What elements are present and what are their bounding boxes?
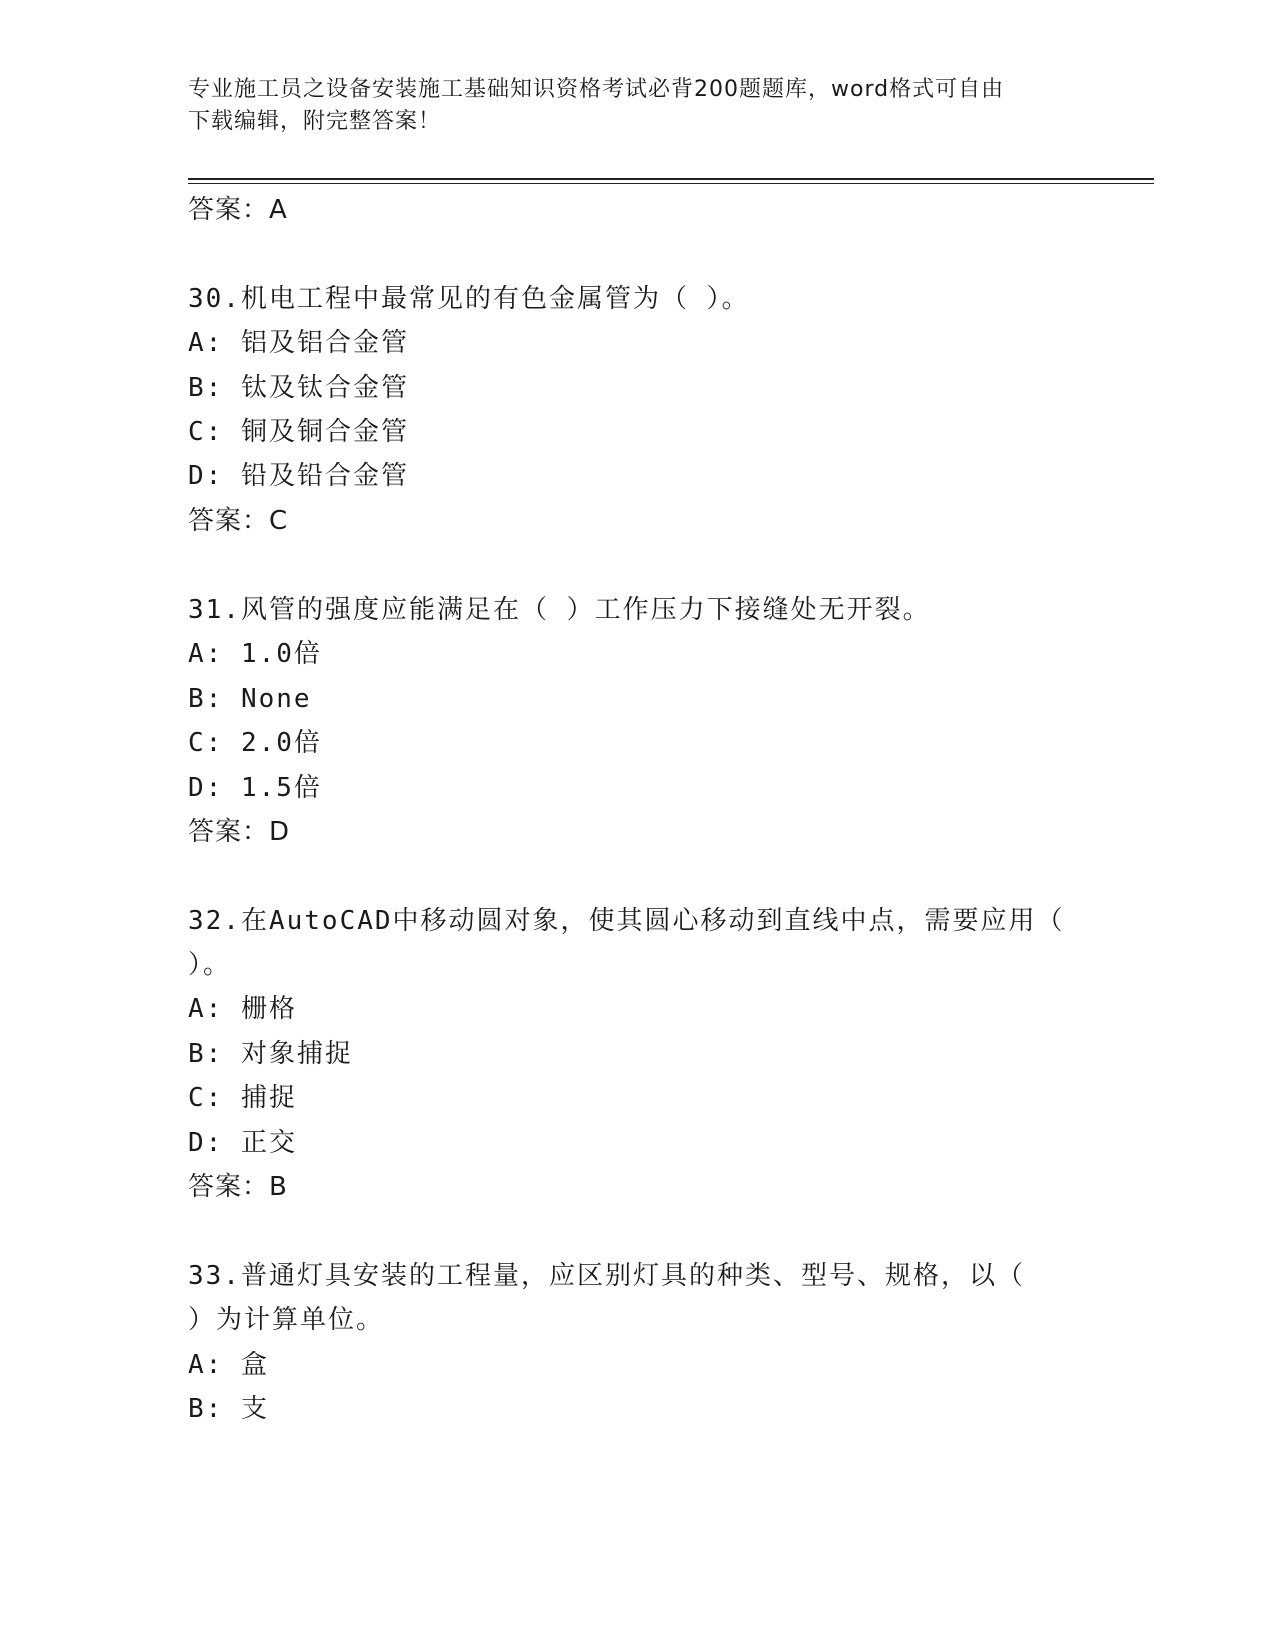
- question-33-stem: 33.普通灯具安装的工程量，应区别灯具的种类、型号、规格，以（: [188, 1261, 1025, 1291]
- question-30-stem: 30.机电工程中最常见的有色金属管为（ ）。: [188, 284, 750, 314]
- question-31-option-a[interactable]: A: 1.0倍: [188, 639, 322, 669]
- question-31-option-b[interactable]: B: None: [188, 684, 312, 714]
- question-31-option-d[interactable]: D: 1.5倍: [188, 773, 322, 803]
- question-30-option-c[interactable]: C: 铜及铜合金管: [188, 417, 409, 447]
- question-33-option-b[interactable]: B: 支: [188, 1394, 269, 1424]
- question-31-answer: 答案：D: [188, 817, 291, 847]
- question-32-stem-continued: ）。: [188, 950, 232, 980]
- question-30-option-a[interactable]: A: 铝及铝合金管: [188, 328, 409, 358]
- question-30-option-d[interactable]: D: 铅及铅合金管: [188, 461, 409, 491]
- question-33-stem-continued: ）为计算单位。: [188, 1305, 385, 1335]
- header-rule-thin: [188, 183, 1154, 184]
- header-line-1: 专业施工员之设备安装施工基础知识资格考试必背200题题库，word格式可自由: [188, 77, 1005, 102]
- question-32-stem: 32.在AutoCAD中移动圆对象，使其圆心移动到直线中点，需要应用（: [188, 906, 1065, 936]
- question-32-answer: 答案：B: [188, 1172, 288, 1202]
- question-31-stem: 31.风管的强度应能满足在（ ）工作压力下接缝处无开裂。: [188, 595, 931, 625]
- previous-answer: 答案：A: [188, 195, 288, 225]
- question-30-answer: 答案：C: [188, 506, 289, 536]
- document-header: [188, 74, 1088, 138]
- question-32-option-a[interactable]: A: 栅格: [188, 994, 297, 1024]
- question-30-option-b[interactable]: B: 钛及钛合金管: [188, 373, 409, 403]
- question-31-option-c[interactable]: C: 2.0倍: [188, 728, 322, 758]
- header-rule-thick: [188, 178, 1154, 180]
- question-33-option-a[interactable]: A: 盒: [188, 1350, 269, 1380]
- question-32-option-c[interactable]: C: 捕捉: [188, 1083, 297, 1113]
- header-line-2: 下载编辑，附完整答案！: [188, 109, 442, 134]
- question-32-option-d[interactable]: D: 正交: [188, 1128, 297, 1158]
- question-32-option-b[interactable]: B: 对象捕捉: [188, 1039, 353, 1069]
